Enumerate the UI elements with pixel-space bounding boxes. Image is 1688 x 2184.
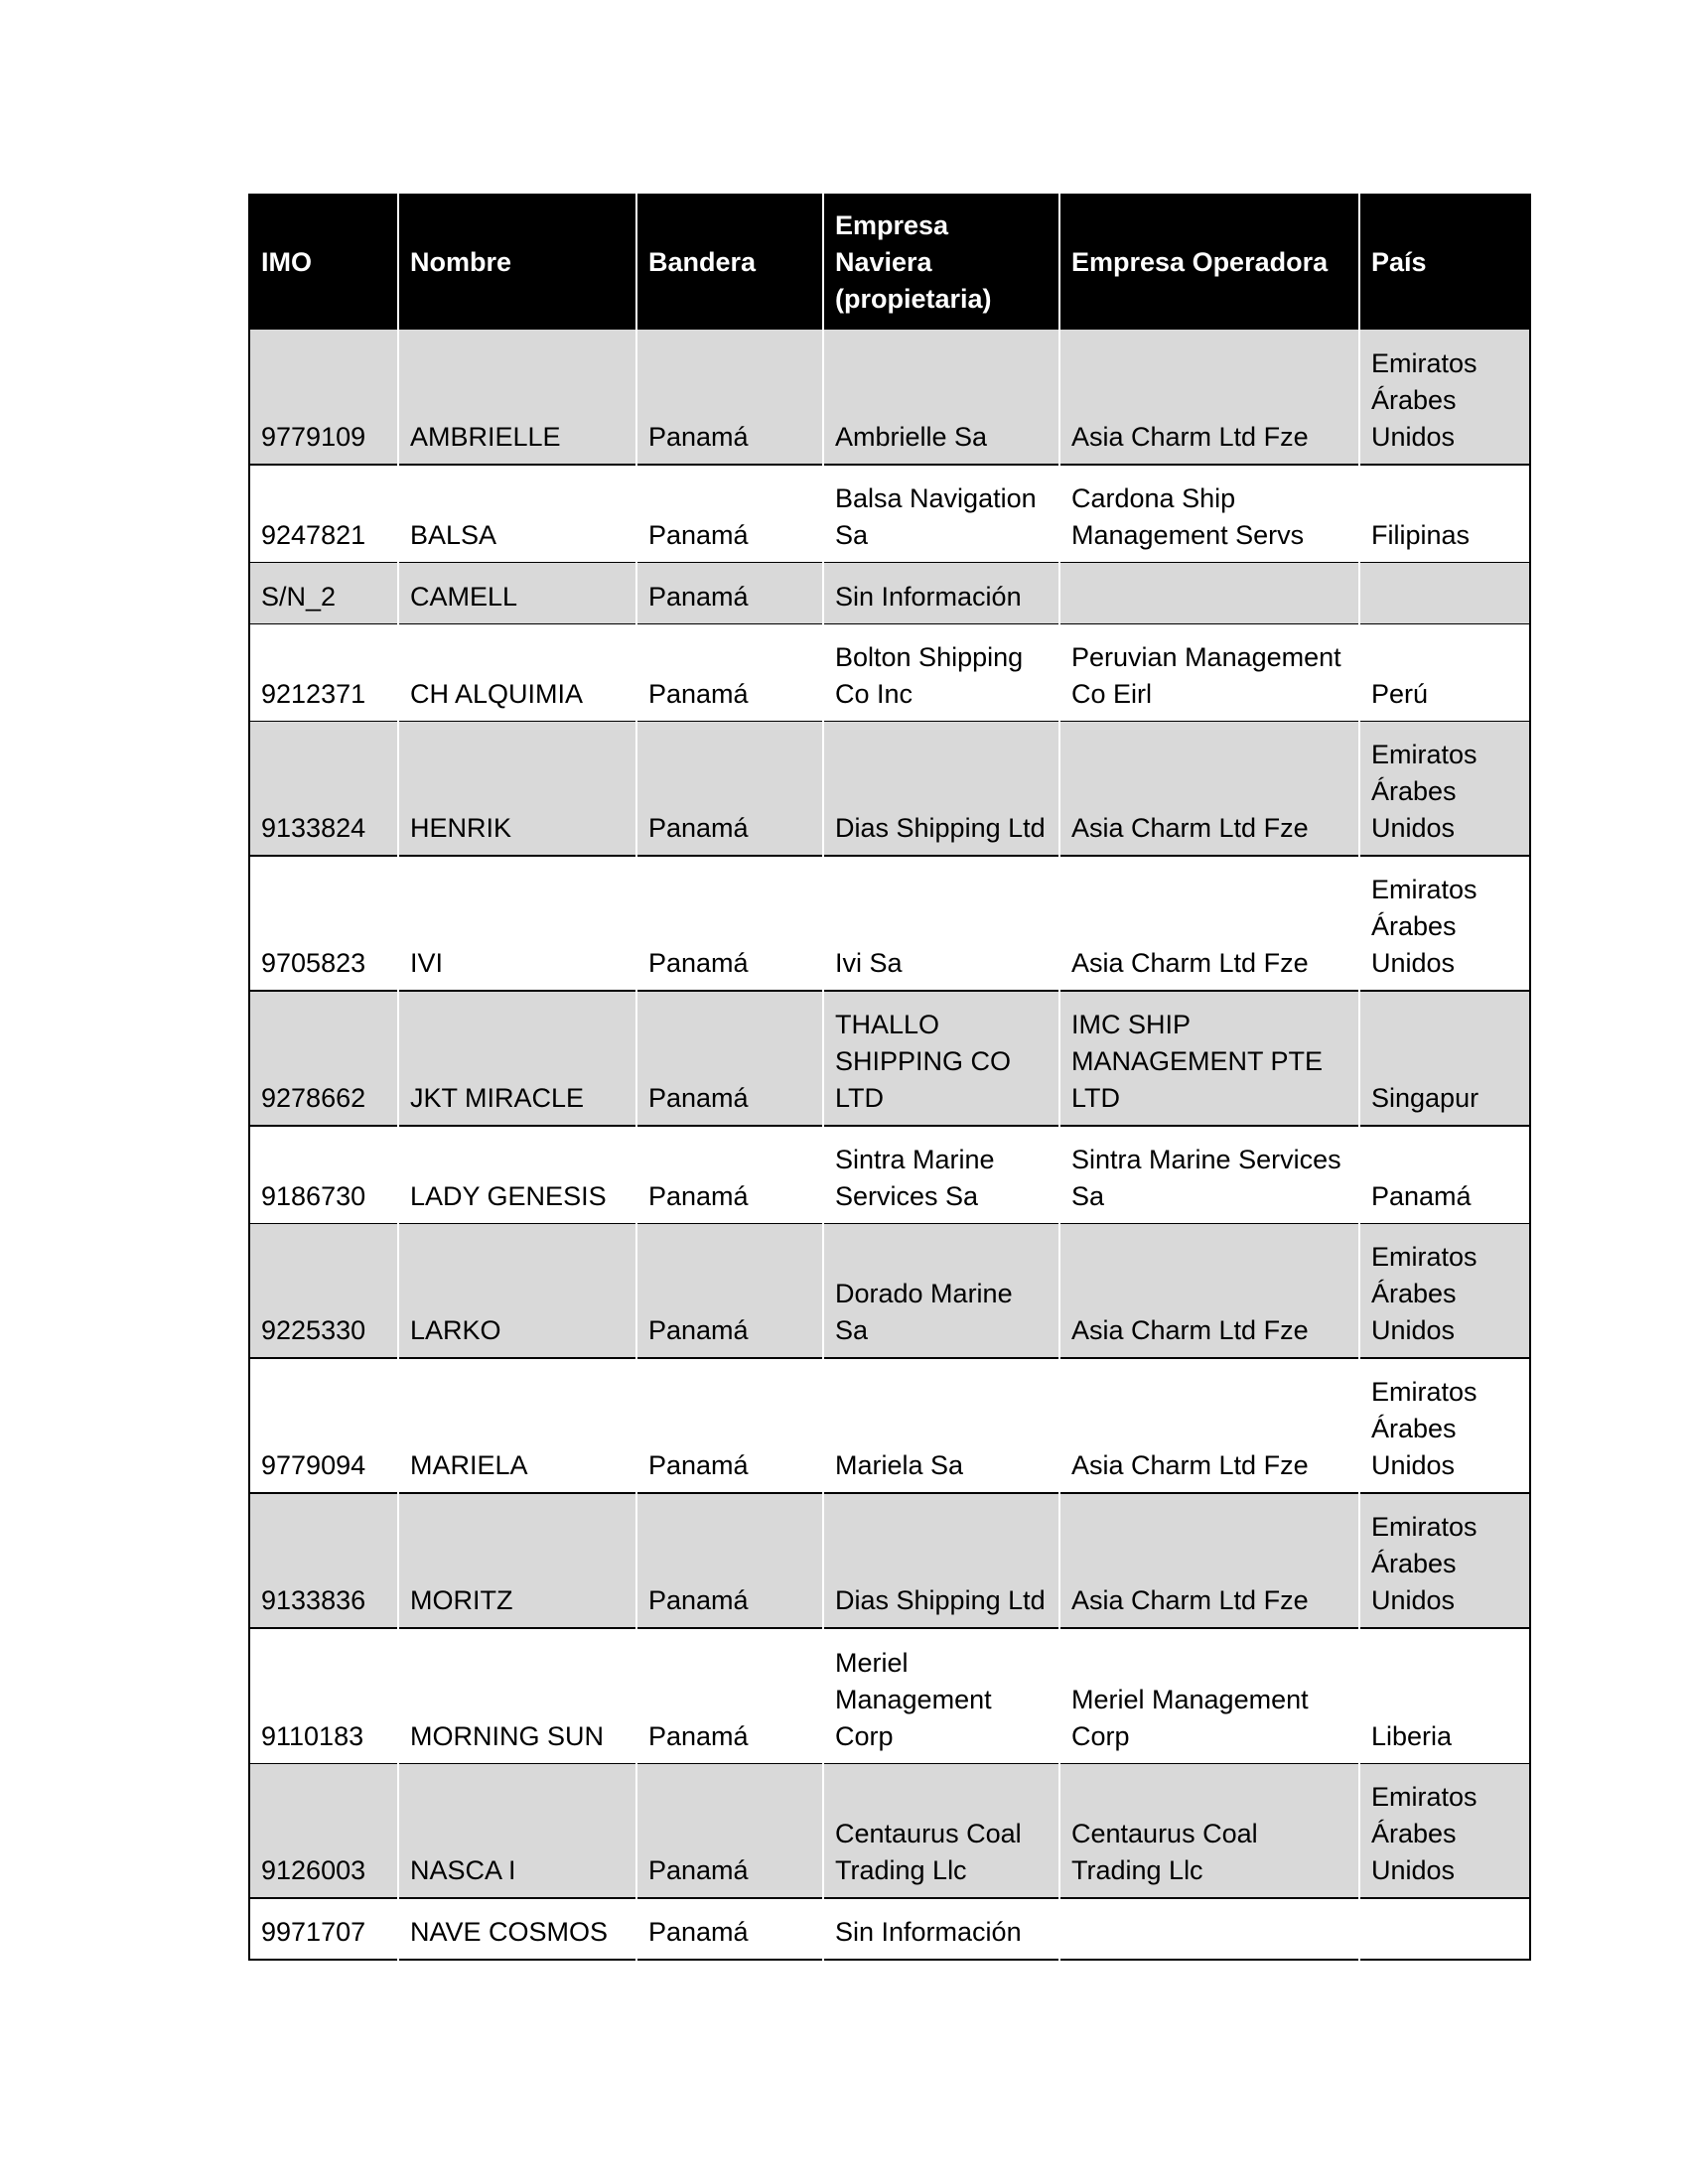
table-row [249, 1358, 1530, 1493]
table-body [249, 330, 1530, 1960]
cell-nombre: CAMELL [398, 562, 636, 623]
table-row [249, 465, 1530, 562]
cell-pais: Emiratos Árabes Unidos [1371, 875, 1477, 978]
header-bandera: Bandera [636, 195, 823, 330]
cell-nombre: MORNING SUN [398, 1628, 636, 1763]
cell-imo: 9110183 [249, 1628, 398, 1763]
cell-pais: Emiratos Árabes Unidos [1359, 1223, 1530, 1358]
cell-operadora: Asia Charm Ltd Fze [1059, 1223, 1359, 1358]
cell-imo: 9779109 [249, 330, 398, 465]
cell-naviera: THALLO SHIPPING CO LTD [823, 991, 1059, 1126]
cell-nombre: LADY GENESIS [398, 1126, 636, 1223]
cell-nombre: NAVE COSMOS [398, 1898, 636, 1960]
table-row [249, 330, 1530, 465]
cell-bandera: Panamá [636, 856, 823, 991]
cell-naviera: Balsa Navigation Sa [823, 465, 1059, 562]
cell-nombre: MARIELA [398, 1358, 636, 1493]
cell-nombre: JKT MIRACLE [398, 991, 636, 1126]
cell-operadora [1059, 562, 1359, 623]
cell-naviera: Ivi Sa [823, 856, 1059, 991]
cell-operadora: Asia Charm Ltd Fze [1059, 856, 1359, 991]
cell-pais: Singapur [1359, 991, 1530, 1126]
cell-bandera: Panamá [636, 623, 823, 721]
table-row [249, 856, 1530, 991]
cell-naviera: Centaurus Coal Trading Llc [823, 1763, 1059, 1898]
table-row [249, 991, 1530, 1126]
cell-naviera: Sin Información [823, 1898, 1059, 1960]
cell-operadora: Cardona Ship Management Servs [1059, 465, 1359, 562]
vessel-table [248, 194, 1531, 1961]
table-row [249, 1223, 1530, 1358]
cell-nombre: NASCA I [398, 1763, 636, 1898]
cell-pais: Emiratos Árabes Unidos [1371, 1377, 1477, 1480]
cell-nombre: LARKO [398, 1223, 636, 1358]
document-page [248, 194, 1529, 1961]
cell-bandera: Panamá [636, 721, 823, 856]
cell-naviera: Sintra Marine Services Sa [823, 1126, 1059, 1223]
cell-imo: 9278662 [249, 991, 398, 1126]
table-row [249, 1628, 1530, 1763]
table-row [249, 562, 1530, 623]
cell-bandera: Panamá [636, 330, 823, 465]
cell-operadora: Asia Charm Ltd Fze [1059, 1493, 1359, 1628]
cell-imo: 9705823 [249, 856, 398, 991]
cell-operadora: Sintra Marine Services Sa [1059, 1126, 1359, 1223]
cell-naviera: Mariela Sa [823, 1358, 1059, 1493]
cell-bandera: Panamá [636, 465, 823, 562]
cell-pais: Panamá [1371, 1180, 1472, 1211]
cell-imo: 9212371 [249, 623, 398, 721]
cell-operadora: Asia Charm Ltd Fze [1059, 330, 1359, 465]
cell-bandera: Panamá [636, 991, 823, 1126]
cell-imo: 9186730 [249, 1126, 398, 1223]
cell-bandera: Panamá [636, 1763, 823, 1898]
header-imo: IMO [249, 195, 398, 330]
cell-imo: S/N_2 [249, 562, 398, 623]
header-operadora: Empresa Operadora [1059, 195, 1359, 330]
table-row [249, 1763, 1530, 1898]
cell-operadora: Peruvian Management Co Eirl [1059, 623, 1359, 721]
cell-imo: 9971707 [249, 1898, 398, 1960]
cell-pais: Emiratos Árabes Unidos [1359, 330, 1530, 465]
cell-bandera: Panamá [636, 1223, 823, 1358]
cell-nombre: HENRIK [398, 721, 636, 856]
header-pais: País [1359, 195, 1530, 330]
table-row [249, 1898, 1530, 1960]
cell-naviera: Sin Información [823, 562, 1059, 623]
cell-pais: Perú [1371, 678, 1429, 709]
cell-naviera: Dias Shipping Ltd [823, 721, 1059, 856]
table-header [249, 195, 1530, 330]
cell-operadora [1059, 1898, 1359, 1960]
cell-nombre: CH ALQUIMIA [398, 623, 636, 721]
cell-naviera: Meriel Management Corp [823, 1628, 1059, 1763]
cell-naviera: Dorado Marine Sa [823, 1223, 1059, 1358]
cell-nombre: AMBRIELLE [398, 330, 636, 465]
cell-nombre: MORITZ [398, 1493, 636, 1628]
cell-operadora: IMC SHIP MANAGEMENT PTE LTD [1059, 991, 1359, 1126]
cell-pais: Emiratos Árabes Unidos [1359, 1493, 1530, 1628]
cell-bandera: Panamá [636, 1628, 823, 1763]
cell-bandera: Panamá [636, 1898, 823, 1960]
table-row [249, 1493, 1530, 1628]
cell-imo: 9225330 [249, 1223, 398, 1358]
cell-nombre: BALSA [398, 465, 636, 562]
cell-pais: Liberia [1371, 1720, 1453, 1751]
cell-imo: 9126003 [249, 1763, 398, 1898]
cell-bandera: Panamá [636, 1126, 823, 1223]
cell-nombre: IVI [398, 856, 636, 991]
cell-naviera: Dias Shipping Ltd [823, 1493, 1059, 1628]
cell-operadora: Centaurus Coal Trading Llc [1059, 1763, 1359, 1898]
cell-pais: Emiratos Árabes Unidos [1359, 721, 1530, 856]
cell-pais: Emiratos Árabes Unidos [1359, 1763, 1530, 1898]
cell-naviera: Ambrielle Sa [823, 330, 1059, 465]
cell-pais [1359, 1898, 1530, 1960]
cell-bandera: Panamá [636, 562, 823, 623]
cell-bandera: Panamá [636, 1493, 823, 1628]
cell-pais [1359, 562, 1530, 623]
cell-operadora: Meriel Management Corp [1059, 1628, 1359, 1763]
table-row [249, 1126, 1530, 1223]
cell-naviera: Bolton Shipping Co Inc [823, 623, 1059, 721]
cell-operadora: Asia Charm Ltd Fze [1059, 721, 1359, 856]
cell-bandera: Panamá [636, 1358, 823, 1493]
cell-imo: 9133836 [249, 1493, 398, 1628]
cell-imo: 9133824 [249, 721, 398, 856]
header-naviera: Empresa Naviera (propietaria) [823, 195, 1059, 330]
header-nombre: Nombre [398, 195, 636, 330]
table-row [249, 721, 1530, 856]
header-row [249, 195, 1530, 330]
cell-imo: 9247821 [249, 465, 398, 562]
table-row [249, 623, 1530, 721]
cell-pais: Filipinas [1371, 519, 1471, 550]
cell-operadora: Asia Charm Ltd Fze [1059, 1358, 1359, 1493]
cell-imo: 9779094 [249, 1358, 398, 1493]
